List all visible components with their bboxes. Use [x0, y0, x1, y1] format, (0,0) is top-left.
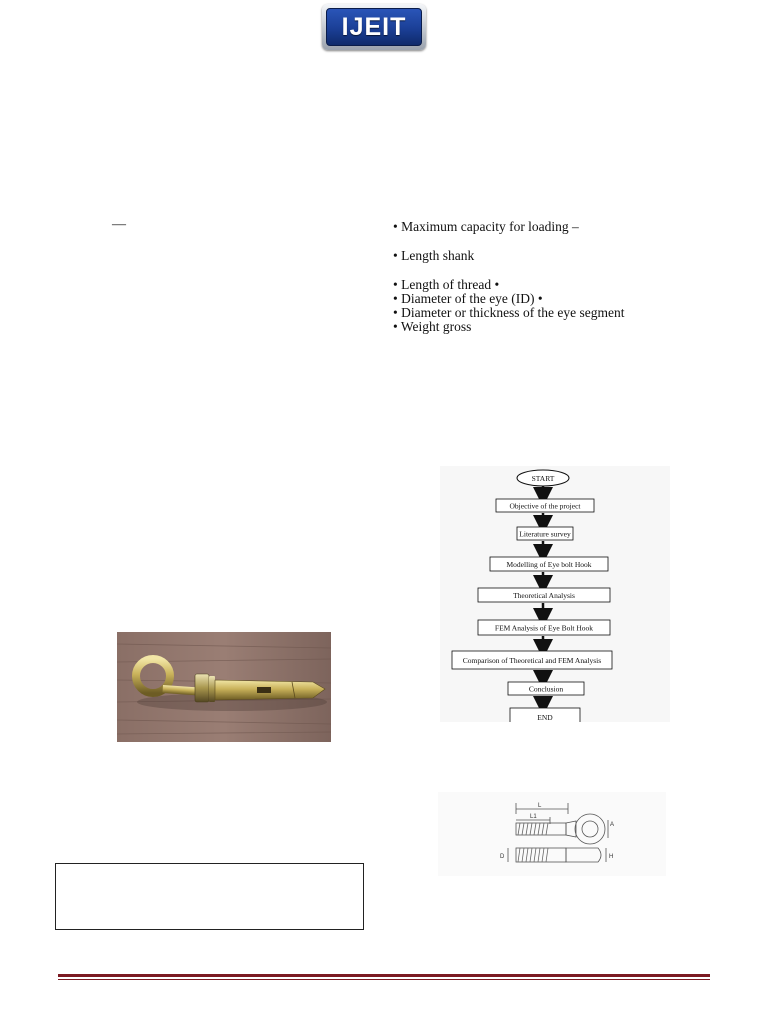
eye-bolt-photo — [117, 632, 331, 742]
flow-step-label: FEM Analysis of Eye Bolt Hook — [494, 623, 594, 633]
eye-bolt-dimension-drawing — [438, 792, 666, 876]
flow-step-label: Literature survey — [519, 529, 571, 539]
dim-label-a: A — [610, 822, 615, 828]
list-item: • Maximum capacity for loading – — [393, 219, 579, 234]
logo-text: IJEIT — [341, 12, 407, 41]
flow-step-label: Conclusion — [528, 684, 564, 694]
flow-step-label: Comparison of Theoretical and FEM Analysis — [462, 656, 602, 665]
dim-label-d: D — [500, 854, 505, 860]
list-item: • Diameter or thickness of the eye segment — [393, 305, 625, 320]
journal-logo — [322, 4, 426, 50]
flow-step-label: Theoretical Analysis — [513, 591, 575, 600]
dim-label-l: L — [538, 803, 542, 809]
footer-rule-thin — [58, 979, 710, 980]
list-item: • Length shank — [393, 248, 475, 263]
dim-label-h: H — [609, 854, 614, 860]
flow-step-label: Objective of the project — [509, 501, 581, 511]
list-item: • Diameter of the eye (ID) • — [393, 291, 543, 306]
footer-rule — [58, 974, 710, 977]
flow-end-label: END — [537, 713, 553, 722]
methodology-flowchart — [440, 466, 670, 722]
dim-label-l1: L1 — [530, 814, 537, 820]
flow-start-label: START — [531, 474, 555, 483]
em-dash: — — [112, 217, 126, 232]
flow-step-label: Modelling of Eye bolt Hook — [506, 560, 592, 569]
list-item: • Weight gross — [393, 319, 472, 334]
empty-text-box — [55, 863, 364, 930]
list-item: • Length of thread • — [393, 277, 500, 292]
